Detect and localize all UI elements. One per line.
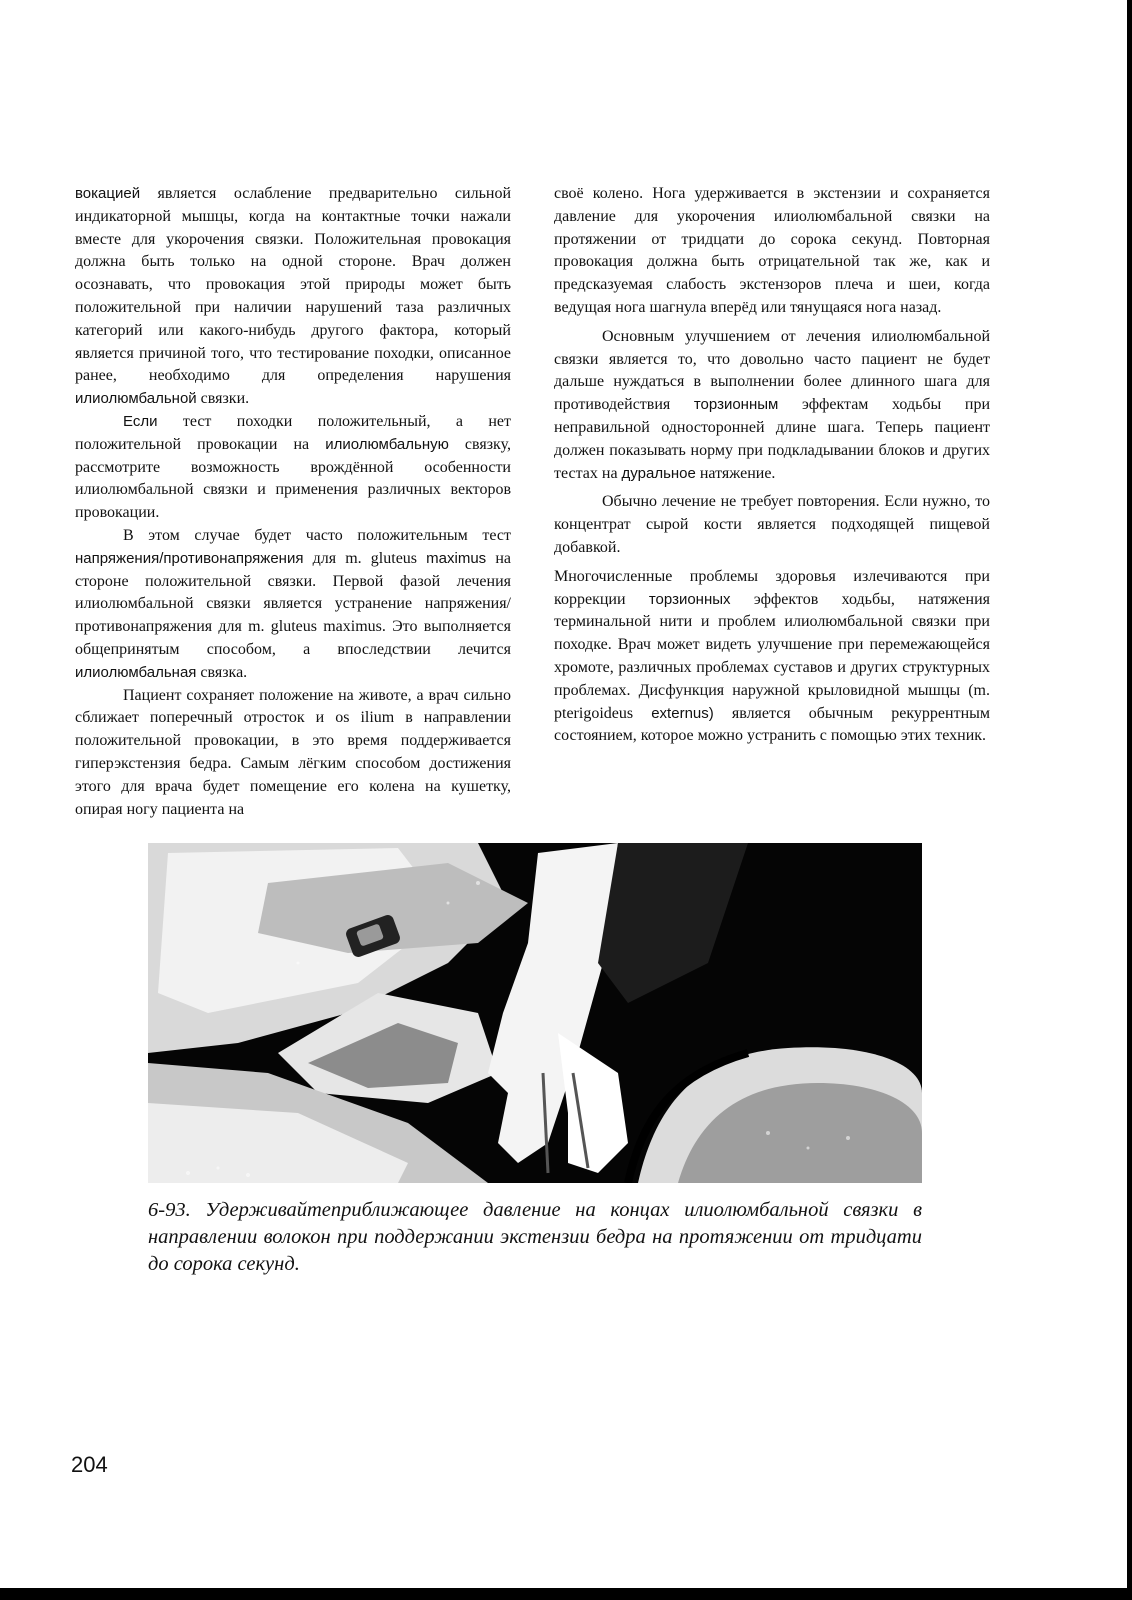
text-run: связки.: [196, 390, 250, 408]
right-paragraph-3: Обычно лечение не требует повторения. Если нужно, то концентрат сырой кости является подходящей пищевой добавкой.: [554, 493, 990, 556]
bold-term: илиолюмбальную: [325, 435, 449, 453]
bold-term: напряжения/противонапряжения: [75, 549, 304, 567]
right-paragraph-2: [554, 326, 990, 486]
left-paragraph-4: Пациент сохраняет положение на животе, а врач сильно сближает поперечный отросток и os ilium в направлении положительной провокации, в это время поддерживается гиперэкстензия бедра. Самым лёгким способом достижения этого для врача будет помещение его колена на кушетку, опирая ногу пациента на: [75, 686, 511, 818]
bold-term: торзионных: [648, 590, 731, 608]
left-paragraph-3: [75, 525, 511, 685]
bold-term: дуральное: [621, 464, 696, 482]
text-run: является ослабление предварительно сильной индикаторной мышцы, когда на контактные точки нажали вместе для укорочения связки. Положительная провокация должна быть только на одной стороне. Врач должен осознавать, что провокация этой природы может быть положительной при наличии нарушений таза различных категорий или какого-нибудь другого фактора, который является причиной того, что тестирование походки, описанное ранее, необходимо для определения нарушения: [75, 185, 511, 385]
text-run: для m. gluteus: [303, 549, 427, 567]
page-number: 204: [71, 1452, 108, 1477]
bold-term: вокацией: [75, 185, 141, 202]
text-run: эффектам ходьбы при неправильной односторонней длине шага. Теперь пациент должен показывать норму при подкладывании блоков и других тестах на: [554, 396, 990, 482]
left-text-column: [75, 183, 511, 821]
bold-term: илиолюмбальной: [75, 390, 197, 408]
text-run: Основным улучшением от лечения илиолюмбальной связки является то, что довольно часто пациент не будет дальше нуждаться в выполнении более длинного шага для противодействия: [554, 327, 990, 414]
text-run: Многочисленные проблемы здоровья излечиваются при коррекции: [554, 567, 990, 608]
bold-term: Если: [123, 412, 158, 430]
left-paragraph-1: [75, 183, 511, 411]
treatment-photo-drawing: [148, 843, 922, 1183]
bold-term: maximus: [426, 549, 487, 567]
bold-term: илиолюмбальная: [75, 663, 197, 681]
text-run: является обычным рекуррентным состоянием, которое можно устранить с помощью этих техник.: [554, 704, 991, 745]
bold-term: торзионным: [693, 396, 779, 414]
text-run: связка.: [196, 663, 248, 681]
text-run: натяжение.: [695, 464, 776, 482]
text-run: В этом случае будет часто положительным тест: [123, 526, 511, 544]
text-run: эффектов ходьбы, натяжения терминальной нити и проблем илиолюмбальной связки при походке. Врач может видеть улучшение при перемежающейся хромоте, различных проблемах суставов и других структурных проблемах. Дисфункция наружной крыловидной мышцы (m. pterigoideus: [554, 590, 990, 722]
right-text-column: [554, 183, 990, 748]
right-paragraph-1: своё колено. Нога удерживается в экстензии и сохраняется давление для укорочения илиолюмбальной связки на протяжении от тридцати до сорока секунд. Повторная провокация должна быть отрицательной так же, как и предсказуемая слабость экстензоров плеча и шеи, когда ведущая нога шагнула вперёд или тянущаяся нога назад.: [554, 185, 990, 316]
text-run: тест походки положительный, а нет положительной провокации на: [75, 412, 511, 453]
left-paragraph-2: [75, 411, 511, 525]
right-paragraph-4: [554, 566, 990, 748]
treatment-photo: [148, 843, 922, 1183]
figure-caption: 6-93. Удерживайтеприближающее давление на концах илиолюмбальной связки в направлении волокон при поддержании экстензии бедра на протяжении от тридцати до сорока секунд.: [148, 1199, 922, 1275]
text-run: связку, рассмотрите возможность врождённой особенности илиолюмбальной связки и применения различных векторов провокации.: [75, 435, 512, 522]
scan-border-right: [1127, 0, 1132, 1600]
text-run: на стороне положительной связки. Первой фазой лечения илиолюмбальной связки является устранение напряжения/противонапряжения для m. gluteus maximus. Это выполняется общепринятым способом, а впоследствии лечится: [75, 549, 511, 658]
scan-border-bottom: [0, 1588, 1132, 1600]
bold-term: externus): [651, 704, 714, 722]
